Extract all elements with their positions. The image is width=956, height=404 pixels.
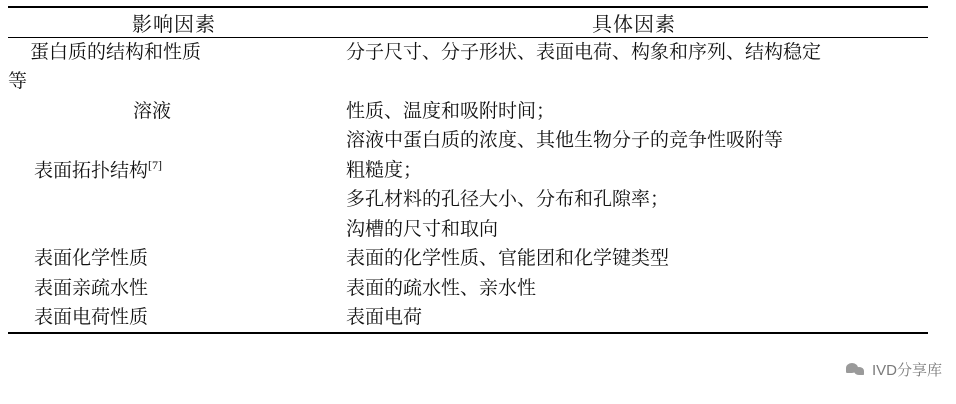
table-body	[8, 38, 928, 334]
cell-details	[340, 303, 928, 333]
detail-line: 表面电荷	[346, 306, 423, 328]
column-header-details: 具体因素	[340, 7, 928, 38]
factor-text: 表面拓扑结构	[34, 160, 149, 182]
table-row	[8, 274, 928, 303]
detail-line: 表面的化学性质、官能团和化学键类型	[346, 248, 670, 270]
factor-label: 表面亲疏水性	[34, 277, 149, 299]
watermark	[846, 359, 942, 380]
table-row	[8, 303, 928, 333]
cell-factor	[8, 303, 340, 333]
detail-line: 粗糙度；	[346, 159, 423, 181]
cell-factor	[8, 244, 340, 273]
detail-line: 分子尺寸、分子形状、表面电荷、构象和序列、结构稳定	[346, 42, 822, 63]
cell-details	[340, 274, 928, 303]
table-row	[8, 97, 928, 156]
detail-line: 性质、温度和吸附时间；	[346, 100, 556, 122]
watermark-label: IVD分享库	[871, 362, 942, 379]
detail-line: 溶液中蛋白质的浓度、其他生物分子的竞争性吸附等	[346, 130, 784, 152]
column-header-factor: 影响因素	[8, 7, 340, 38]
factor-label: 表面化学性质	[34, 248, 149, 270]
cell-details	[340, 156, 928, 244]
citation-marker: [7]	[148, 157, 163, 172]
factor-label	[8, 156, 334, 186]
detail-line: 多孔材料的孔径大小、分布和孔隙率；	[346, 189, 670, 211]
cell-factor	[8, 156, 340, 244]
detail-line: 沟槽的尺寸和取向	[346, 218, 499, 240]
table-row	[8, 38, 928, 97]
cell-details	[340, 244, 928, 273]
influencing-factors-table	[8, 6, 928, 334]
factor-label: 溶液	[133, 100, 172, 122]
cell-factor	[8, 274, 340, 303]
detail-line: 表面的疏水性、亲水性	[346, 277, 537, 299]
factor-label-wrap: 等	[8, 71, 28, 93]
table-row	[8, 244, 928, 273]
wechat-logo-icon	[846, 362, 865, 378]
table-header	[8, 7, 928, 38]
cell-factor	[8, 97, 340, 156]
cell-details	[340, 97, 928, 156]
table-row	[8, 156, 928, 244]
cell-details	[340, 38, 928, 97]
cell-factor	[8, 38, 340, 97]
table-header-row	[8, 7, 928, 38]
factor-label: 蛋白质的结构和性质	[30, 42, 202, 63]
factor-label: 表面电荷性质	[34, 306, 149, 328]
